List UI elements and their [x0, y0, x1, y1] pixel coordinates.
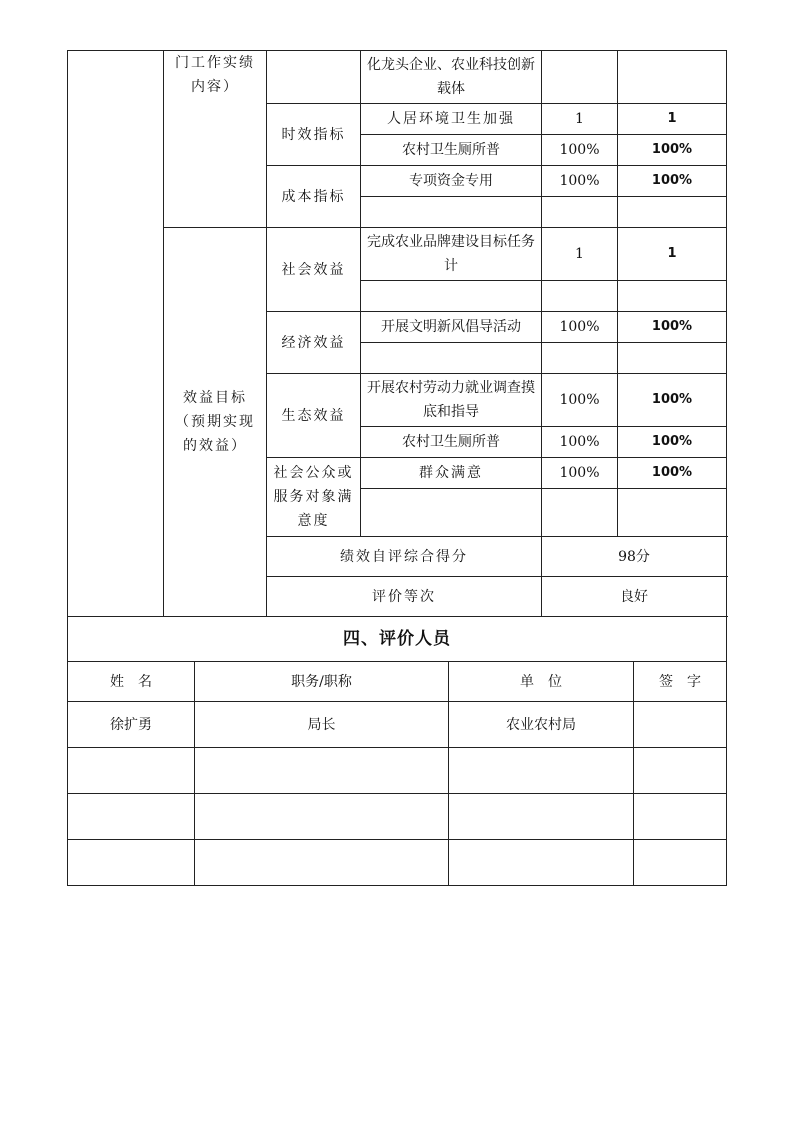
section-title: 四、评价人员	[68, 617, 727, 662]
evaluator-title	[195, 748, 449, 794]
item-cell	[361, 489, 542, 537]
target-cell	[542, 51, 618, 104]
evaluator-signature	[634, 794, 727, 840]
target-cell	[542, 489, 618, 537]
table-row	[68, 702, 727, 748]
item-cell	[361, 281, 542, 312]
target-cell: 100%	[542, 458, 618, 489]
actual-cell: 100%	[618, 427, 727, 458]
header-name: 姓 名	[68, 662, 195, 702]
item-cell: 专项资金专用	[361, 166, 542, 197]
target-cell: 100%	[542, 166, 618, 197]
evaluator-unit: 农业农村局	[449, 702, 634, 748]
target-cell: 100%	[542, 135, 618, 166]
outer-left-cell	[68, 51, 164, 617]
table-row	[68, 794, 727, 840]
table-row	[68, 840, 727, 886]
target-cell: 1	[542, 228, 618, 281]
target-cell	[542, 343, 618, 374]
item-cell: 人居环境卫生加强	[361, 104, 542, 135]
actual-cell	[618, 343, 727, 374]
indicator-cell: 生态效益	[267, 374, 361, 458]
target-cell: 100%	[542, 374, 618, 427]
score-label: 绩效自评综合得分	[267, 537, 542, 577]
evaluators-table	[67, 616, 727, 886]
evaluator-signature	[634, 748, 727, 794]
grade-label: 评价等次	[267, 577, 542, 617]
evaluator-signature	[634, 840, 727, 886]
evaluator-name: 徐扩勇	[68, 702, 195, 748]
indicator-cell: 社会公众或服务对象满意度	[267, 458, 361, 537]
indicator-cell: 时效指标	[267, 104, 361, 166]
actual-cell: 100%	[618, 135, 727, 166]
score-value: 98分	[542, 537, 727, 577]
target-cell: 100%	[542, 427, 618, 458]
actual-cell	[618, 281, 727, 312]
benefit-group-cell: 效益目标（预期实现的效益）	[164, 228, 267, 617]
evaluator-signature	[634, 702, 727, 748]
item-cell: 化龙头企业、农业科技创新载体	[361, 51, 542, 104]
actual-cell: 100%	[618, 166, 727, 197]
target-cell	[542, 281, 618, 312]
evaluator-title	[195, 794, 449, 840]
item-cell	[361, 343, 542, 374]
actual-cell	[618, 197, 727, 228]
item-cell: 完成农业品牌建设目标任务计	[361, 228, 542, 281]
actual-cell: 100%	[618, 374, 727, 427]
header-signature: 签 字	[634, 662, 727, 702]
item-cell: 群众满意	[361, 458, 542, 489]
table-row	[68, 748, 727, 794]
item-cell: 开展农村劳动力就业调查摸底和指导	[361, 374, 542, 427]
evaluator-unit	[449, 748, 634, 794]
indicator-table	[67, 50, 727, 617]
evaluator-name	[68, 794, 195, 840]
target-cell: 100%	[542, 312, 618, 343]
grade-value: 良好	[542, 577, 727, 617]
item-cell: 农村卫生厕所普	[361, 427, 542, 458]
header-title: 职务/职称	[195, 662, 449, 702]
evaluator-name	[68, 840, 195, 886]
item-cell	[361, 197, 542, 228]
header-unit: 单 位	[449, 662, 634, 702]
indicator-cell: 社会效益	[267, 228, 361, 312]
target-cell: 1	[542, 104, 618, 135]
actual-cell	[618, 51, 727, 104]
evaluator-unit	[449, 794, 634, 840]
evaluator-name	[68, 748, 195, 794]
item-cell: 农村卫生厕所普	[361, 135, 542, 166]
evaluator-unit	[449, 840, 634, 886]
col1-top-cell: 门工作实绩内容）	[164, 51, 267, 228]
indicator-cell: 经济效益	[267, 312, 361, 374]
actual-cell: 1	[618, 228, 727, 281]
target-cell	[542, 197, 618, 228]
actual-cell: 100%	[618, 458, 727, 489]
indicator-cell: 成本指标	[267, 166, 361, 228]
actual-cell: 100%	[618, 312, 727, 343]
item-cell: 开展文明新风倡导活动	[361, 312, 542, 343]
actual-cell: 1	[618, 104, 727, 135]
evaluator-title: 局长	[195, 702, 449, 748]
actual-cell	[618, 489, 727, 537]
evaluator-title	[195, 840, 449, 886]
indicator-cell	[267, 51, 361, 104]
